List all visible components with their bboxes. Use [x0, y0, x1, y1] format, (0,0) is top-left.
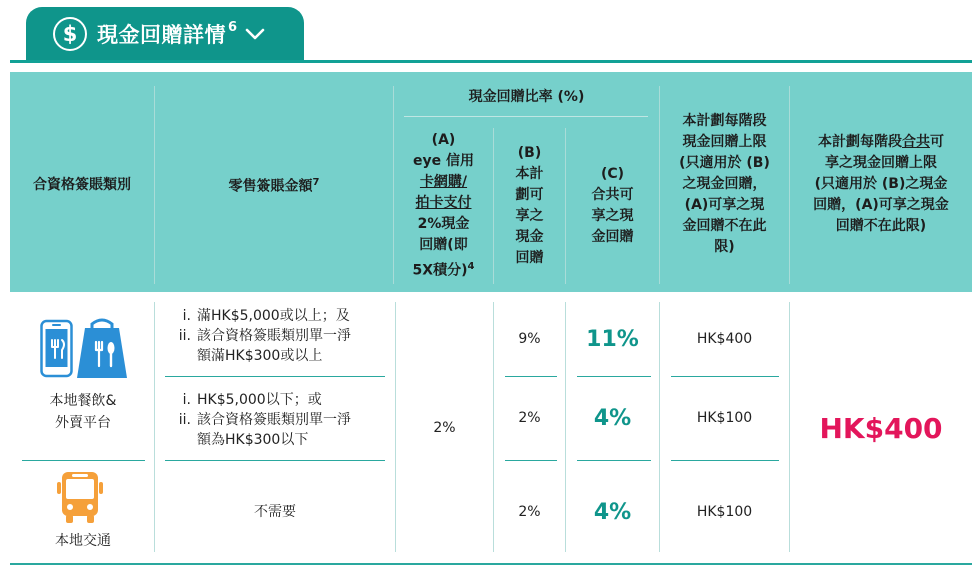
col-header-cap-b: 本計劃每階段 現金回贈上限 (只適用於 (B) 之現金回贈， (A)可享之現 金回贈不在此 限) [679, 112, 770, 255]
section-tab[interactable] [26, 7, 304, 61]
col-header-category: 合資格簽賬類別 [33, 176, 131, 193]
col-header-cap-total: 本計劃每階段合共可 享之現金回贈上限 (只適用於 (B)之現金 回贈，(A)可享之現金 回贈不在此限) [813, 133, 949, 234]
bus-icon [56, 470, 104, 524]
row1-cap: HK$400 [696, 330, 753, 347]
row2-b-value: 2% [518, 410, 541, 426]
row-divider [165, 376, 385, 377]
col-header-a: (A) eye 信用 卡網購/ 拍卡支付 2%現金 回贈(即 5X積分)$^4$ [412, 132, 475, 279]
col-header-c: (C) 合共可 享之現 金回贈 [591, 166, 634, 245]
table-top-rule [10, 60, 972, 63]
row3-c-value: 4% [593, 499, 632, 525]
col-header-rate-group: 現金回贈比率 (%) [468, 88, 585, 105]
row3-cap: HK$100 [696, 503, 753, 520]
col-header-b: (B) 本計 劃可 享之 現金 回贈 [515, 145, 544, 266]
rate-group-divider [404, 116, 648, 117]
row1-c-value: 11% [586, 326, 639, 352]
dining-delivery-icon [40, 318, 130, 382]
row2-cap: HK$100 [696, 410, 753, 426]
row3-conditions: 不需要 [254, 503, 296, 520]
table-bottom-rule [10, 563, 972, 565]
section-footnote: 6 [228, 20, 238, 35]
row-divider [22, 460, 145, 461]
col-a-value: 2% [433, 419, 456, 436]
chevron-down-icon[interactable] [244, 23, 266, 45]
row2-c-value: 4% [593, 406, 632, 431]
category-label-dining: 本地餐飲& 外賣平台 [49, 393, 117, 431]
row1-b-value: 9% [518, 330, 541, 347]
category-label-transport: 本地交通 [55, 533, 111, 549]
row2-conditions: i. HK$5,000以下；或 ii. 該合資格簽賬類別單一淨 額為HK$300以下 [178, 392, 351, 448]
total-cap-value: HK$400 [819, 411, 943, 445]
dollar-coin-icon: $ [53, 17, 87, 51]
col-header-amount: 零售簽賬金額$^7$ [228, 177, 320, 195]
row1-conditions: i. 滿HK$5,000或以上；及 ii. 該合資格簽賬類別單一淨 額滿HK$300或以上 [178, 308, 351, 364]
row3-b-value: 2% [518, 503, 541, 520]
section-title: 現金回贈詳情 $^6$ [97, 20, 238, 47]
